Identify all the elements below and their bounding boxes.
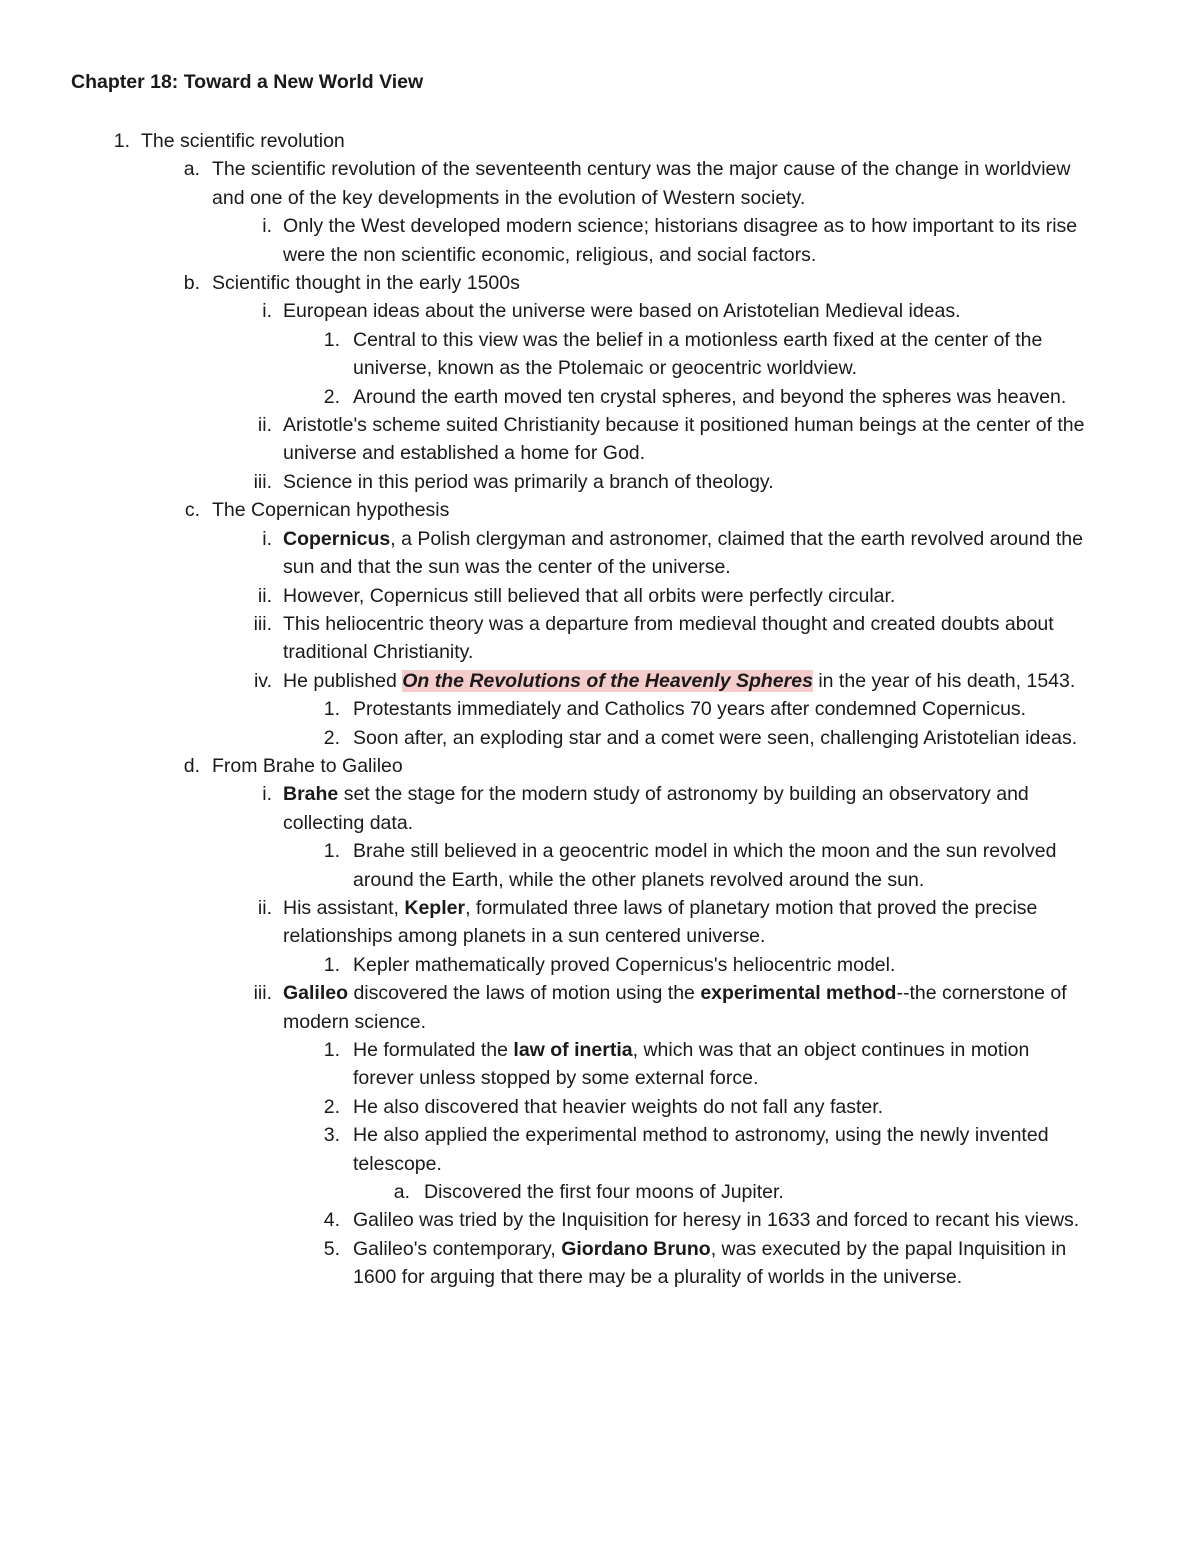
bold-term: Giordano Bruno bbox=[561, 1237, 711, 1260]
list-marker: 1. bbox=[113, 130, 130, 152]
item-text: Science in this period was primarily a branch of theology. bbox=[283, 470, 774, 493]
list-marker: 3. bbox=[323, 1124, 340, 1147]
bold-term: law of inertia bbox=[513, 1039, 633, 1061]
item-text: European ideas about the universe were based on Aristotelian Medieval ideas. bbox=[283, 300, 961, 323]
list-marker: 2. bbox=[323, 726, 340, 749]
item-text: Around the earth moved ten crystal spheres, and beyond the spheres was heaven. bbox=[353, 385, 1067, 408]
list-item bbox=[0, 780, 1093, 837]
item-text: Galileo was tried by the Inquisition for heresy in 1633 and forced to recant his views. bbox=[353, 1209, 1080, 1232]
list-item bbox=[0, 127, 1093, 155]
list-item bbox=[0, 837, 1093, 894]
list-marker: 2. bbox=[323, 1095, 340, 1118]
list-item bbox=[0, 894, 1093, 951]
list-marker: b. bbox=[183, 272, 200, 295]
list-item bbox=[0, 297, 1093, 325]
list-marker: ii. bbox=[257, 584, 272, 607]
list-item bbox=[0, 411, 1093, 468]
item-text: --the cornerstone of modern science. bbox=[283, 982, 1067, 1033]
item-text: Brahe still believed in a geocentric model in which the moon and the sun revolved around the Earth, while the other planets revolved around the sun. bbox=[353, 840, 1057, 891]
item-text: in the year of his death, 1543. bbox=[812, 669, 1076, 692]
list-item bbox=[0, 155, 1093, 212]
item-text: This heliocentric theory was a departure from medieval thought and created doubts about traditional Christianity. bbox=[283, 612, 1054, 664]
list-marker: iii. bbox=[253, 982, 272, 1005]
item-text: Protestants immediately and Catholics 70 years after condemned Copernicus. bbox=[353, 698, 1027, 721]
item-text: He also applied the experimental method to astronomy, using the newly invented telescope. bbox=[353, 1124, 1049, 1175]
item-text: Scientific thought in the early 1500s bbox=[212, 272, 520, 295]
item-text: He also discovered that heavier weights do not fall any faster. bbox=[353, 1095, 884, 1118]
list-item bbox=[0, 468, 1093, 496]
item-text: The scientific revolution bbox=[141, 130, 345, 152]
list-marker: a. bbox=[183, 158, 200, 181]
highlighted-book-title: On the Revolutions of the Heavenly Spheres bbox=[402, 669, 813, 692]
bold-term: experimental method bbox=[700, 982, 897, 1005]
list-item bbox=[0, 1178, 1093, 1206]
list-item bbox=[0, 212, 1093, 269]
list-marker: iv. bbox=[253, 669, 272, 692]
list-marker: 2. bbox=[323, 385, 340, 408]
item-text: The Copernican hypothesis bbox=[212, 499, 450, 522]
item-text: , a Polish clergyman and astronomer, claimed that the earth revolved around the sun and that the sun was the center of the universe. bbox=[283, 527, 1083, 579]
item-text-middle: discovered the laws of motion using the bbox=[348, 982, 701, 1005]
list-item bbox=[0, 383, 1093, 411]
item-text: set the stage for the modern study of astronomy by building an observatory and collecting data. bbox=[283, 783, 1029, 834]
list-item bbox=[0, 1093, 1093, 1121]
item-text: , which was that an object continues in motion forever unless stopped by some external force. bbox=[353, 1039, 1030, 1090]
outline-list bbox=[0, 127, 1200, 1292]
list-marker: i. bbox=[262, 527, 272, 550]
list-marker: i. bbox=[262, 783, 272, 806]
item-text: The scientific revolution of the seventeenth century was the major cause of the change in worldview and one of the key developments in the evolution of Western society. bbox=[212, 158, 1071, 209]
list-marker: 1. bbox=[323, 1039, 340, 1061]
bold-term: Brahe bbox=[283, 783, 339, 806]
list-marker: iii. bbox=[253, 612, 272, 635]
item-text: However, Copernicus still believed that all orbits were perfectly circular. bbox=[283, 584, 896, 607]
list-item bbox=[0, 752, 1093, 780]
item-text: Discovered the first four moons of Jupiter. bbox=[424, 1181, 784, 1204]
item-text: , formulated three laws of planetary motion that proved the precise relationships among planets in a sun centered universe. bbox=[283, 896, 1038, 948]
list-marker: 1. bbox=[323, 953, 340, 976]
item-text-lead: He formulated the bbox=[353, 1039, 514, 1061]
list-marker: 1. bbox=[323, 840, 340, 863]
list-item bbox=[0, 951, 1093, 979]
item-text-lead: He published bbox=[283, 669, 403, 692]
list-marker: 1. bbox=[323, 698, 340, 721]
list-marker: i. bbox=[262, 215, 272, 238]
list-item bbox=[0, 695, 1093, 723]
bold-term: Galileo bbox=[283, 982, 349, 1005]
list-item bbox=[0, 667, 1093, 695]
list-item bbox=[0, 610, 1093, 667]
list-item bbox=[0, 1235, 1093, 1292]
list-item bbox=[0, 269, 1093, 297]
list-item bbox=[0, 1206, 1093, 1234]
item-text: , was executed by the papal Inquisition in 1600 for arguing that there may be a plurality of worlds in the universe. bbox=[353, 1237, 1067, 1289]
list-marker: 1. bbox=[323, 328, 340, 351]
item-text: Kepler mathematically proved Copernicus's heliocentric model. bbox=[353, 953, 896, 976]
list-marker: a. bbox=[393, 1181, 410, 1204]
item-text: From Brahe to Galileo bbox=[212, 754, 403, 777]
bold-term: Kepler bbox=[404, 896, 466, 919]
list-item bbox=[0, 496, 1093, 524]
list-marker: 4. bbox=[323, 1209, 340, 1232]
list-marker: 5. bbox=[323, 1237, 340, 1260]
item-text: Soon after, an exploding star and a comet were seen, challenging Aristotelian ideas. bbox=[353, 726, 1078, 749]
list-marker: i. bbox=[262, 300, 272, 323]
list-item bbox=[0, 525, 1093, 582]
item-text-lead: Galileo's contemporary, bbox=[353, 1237, 562, 1260]
list-marker: d. bbox=[183, 754, 200, 777]
list-marker: iii. bbox=[253, 470, 272, 493]
list-item bbox=[0, 724, 1093, 752]
item-text: Central to this view was the belief in a motionless earth fixed at the center of the universe, known as the Ptolemaic or geocentric worldview. bbox=[353, 328, 1043, 380]
item-text: Only the West developed modern science; historians disagree as to how important to its rise were the non scientific economic, religious, and social factors. bbox=[283, 215, 1078, 266]
list-marker: ii. bbox=[257, 414, 272, 437]
list-item bbox=[0, 326, 1093, 383]
list-item bbox=[0, 582, 1093, 610]
list-item bbox=[0, 979, 1093, 1036]
chapter-title: Chapter 18: Toward a New World View bbox=[71, 71, 424, 93]
bold-term: Copernicus bbox=[283, 527, 391, 550]
list-item bbox=[0, 1121, 1093, 1178]
item-text-lead: His assistant, bbox=[283, 896, 405, 919]
list-marker: ii. bbox=[257, 896, 272, 919]
item-text: Aristotle's scheme suited Christianity because it positioned human beings at the center of the universe and established a home for God. bbox=[283, 414, 1085, 465]
list-marker: c. bbox=[184, 499, 200, 522]
list-item bbox=[0, 1036, 1093, 1093]
